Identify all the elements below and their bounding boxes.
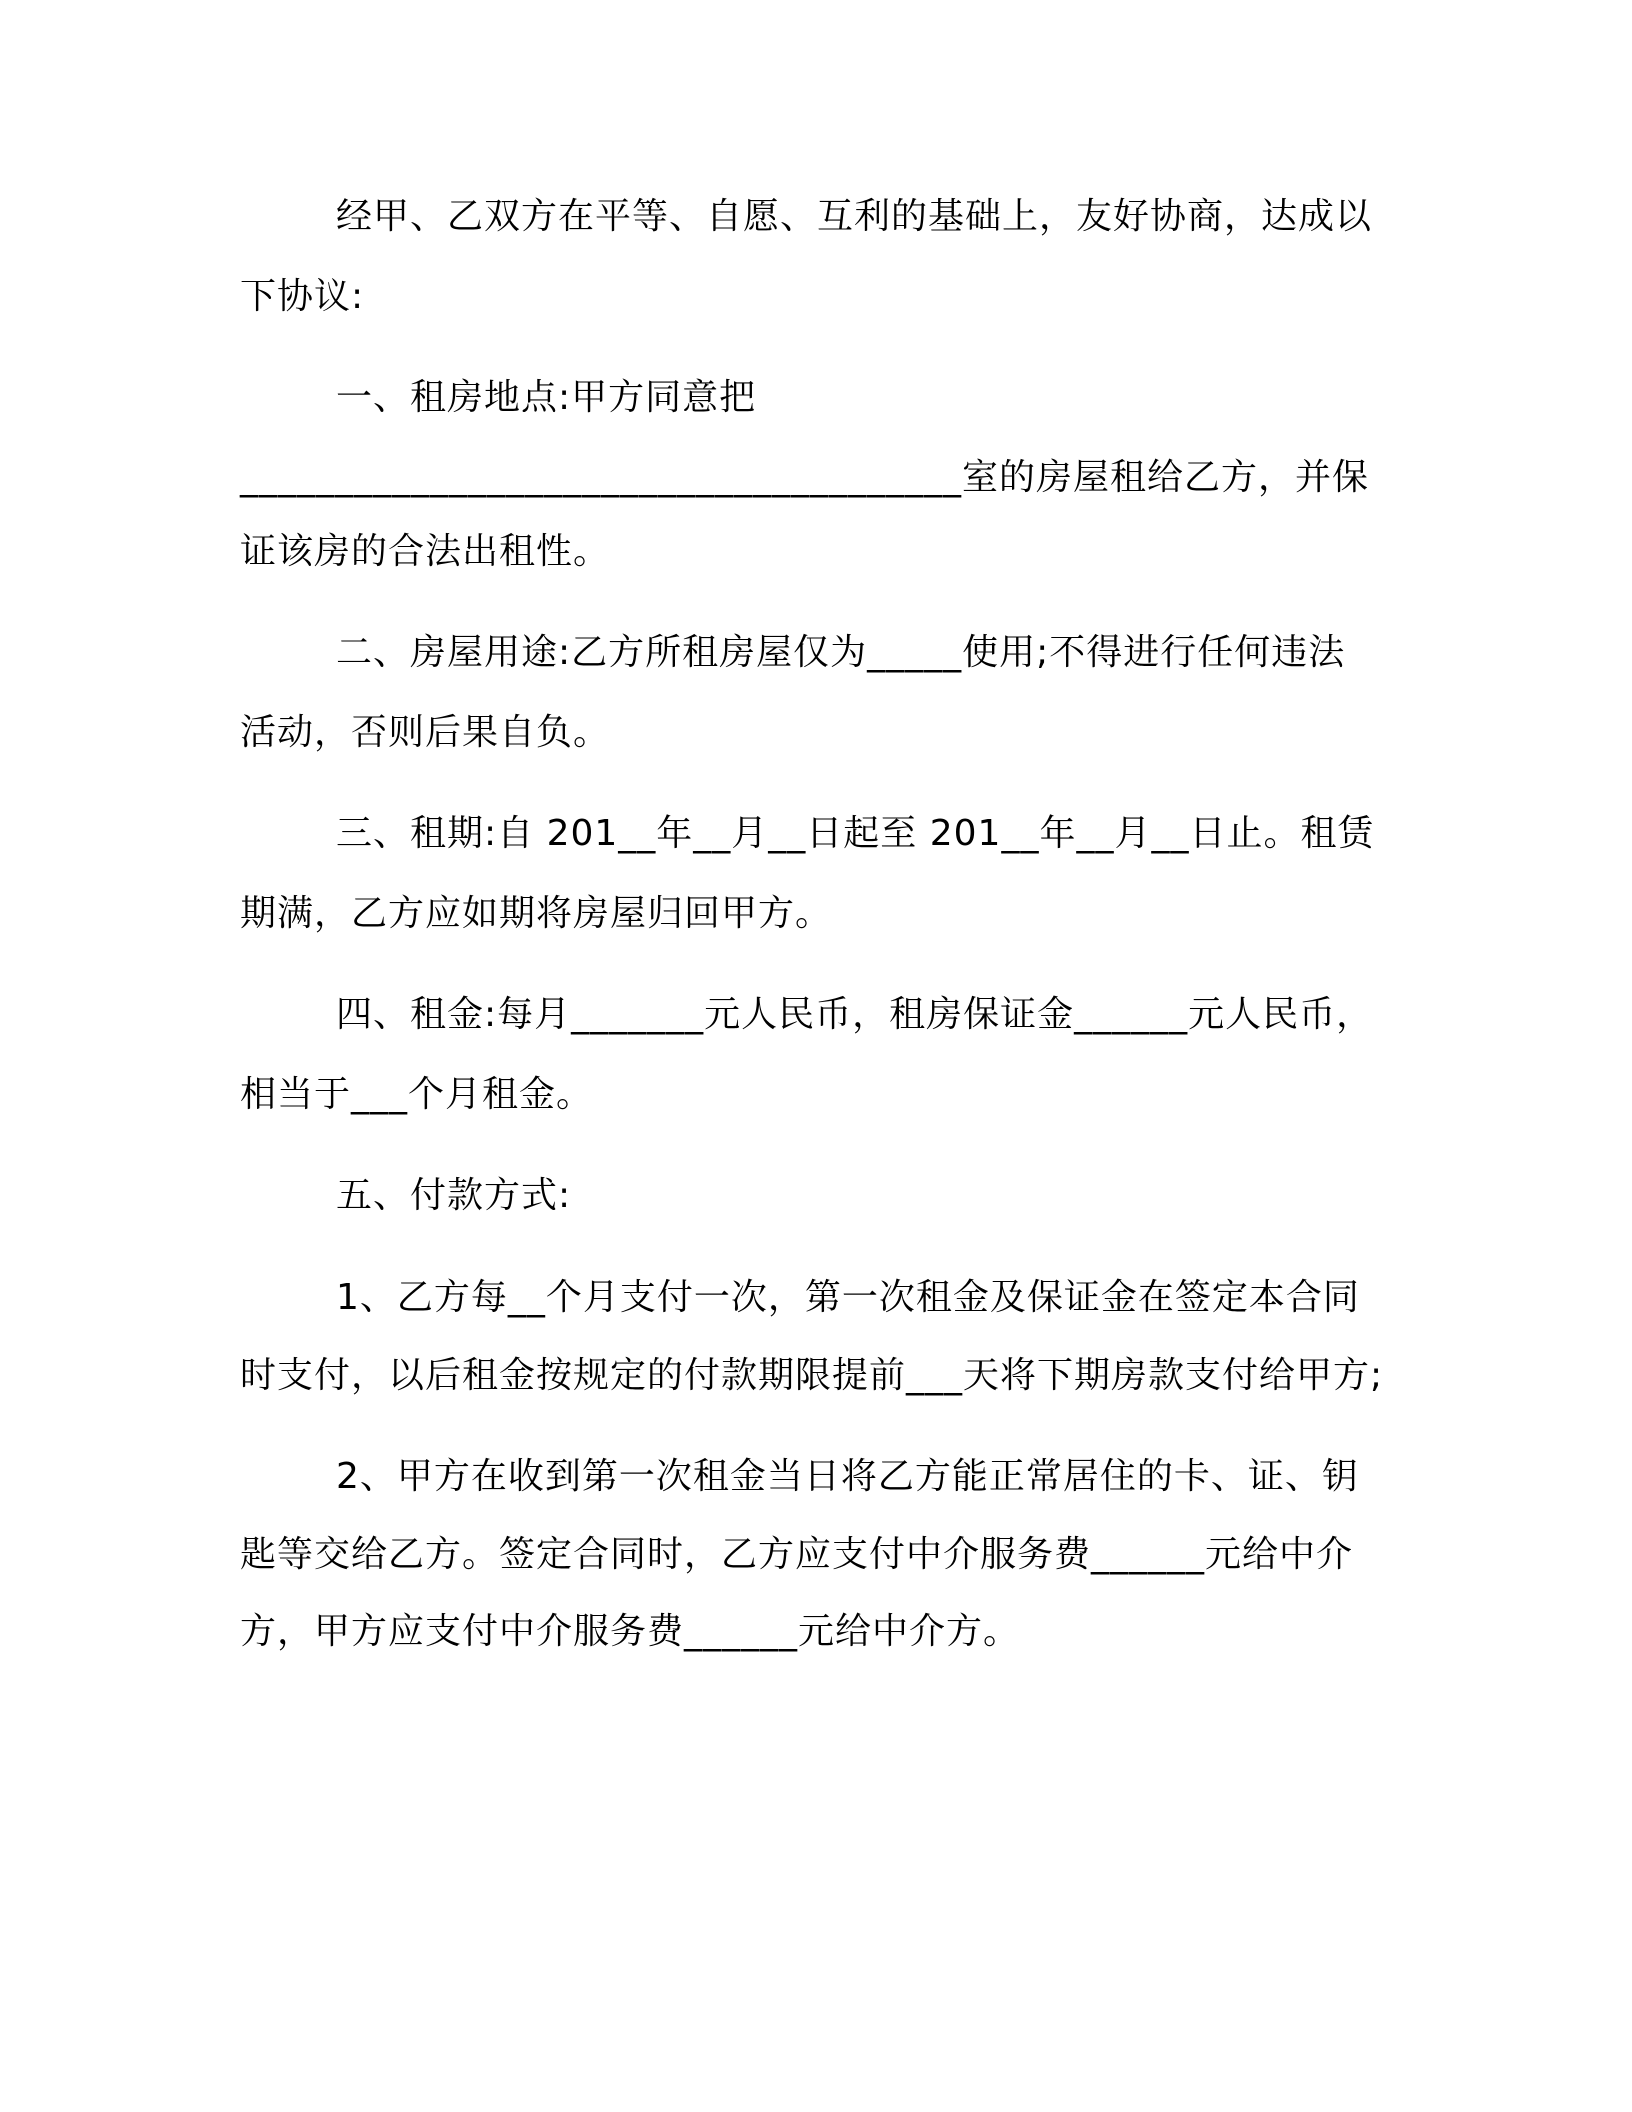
clause-4-line-2: 相当于___个月租金。 (240, 1074, 594, 1115)
clause-1-line-2: ______________________________________室的房屋租给乙方，并保 (240, 457, 1370, 498)
intro-line-1: 经甲、乙双方在平等、自愿、互利的基础上，友好协商，达成以 (336, 196, 1373, 237)
clause-3-line-2: 期满，乙方应如期将房屋归回甲方。 (240, 893, 833, 934)
clause-5-item-2-line-2: 匙等交给乙方。签定合同时，乙方应支付中介服务费______元给中介 (240, 1534, 1354, 1575)
clause-2-line-2: 活动，否则后果自负。 (240, 712, 611, 753)
clause-5-item-2-line-1: 2、甲方在收到第一次租金当日将乙方能正常居住的卡、证、钥 (336, 1456, 1359, 1497)
clause-1-line-1: 一、租房地点:甲方同意把 (336, 377, 757, 418)
clause-5-item-2-line-3: 方，甲方应支付中介服务费______元给中介方。 (240, 1611, 1021, 1652)
clause-4-line-1: 四、租金:每月_______元人民币，租房保证金______元人民币， (336, 994, 1374, 1035)
clause-5-item-1-line-1: 1、乙方每__个月支付一次，第一次租金及保证金在签定本合同 (336, 1277, 1360, 1318)
clause-2-line-1: 二、房屋用途:乙方所租房屋仅为_____使用;不得进行任何违法 (336, 632, 1346, 673)
clause-3-line-1: 三、租期:自 201__年__月__日起至 201__年__月__日止。租赁 (336, 813, 1375, 854)
clause-1-line-3: 证该房的合法出租性。 (240, 531, 611, 572)
clause-5-item-1-line-2: 时支付，以后租金按规定的付款期限提前___天将下期房款支付给甲方; (240, 1355, 1384, 1396)
intro-line-2: 下协议: (240, 276, 365, 317)
clause-5-title: 五、付款方式: (336, 1175, 572, 1216)
